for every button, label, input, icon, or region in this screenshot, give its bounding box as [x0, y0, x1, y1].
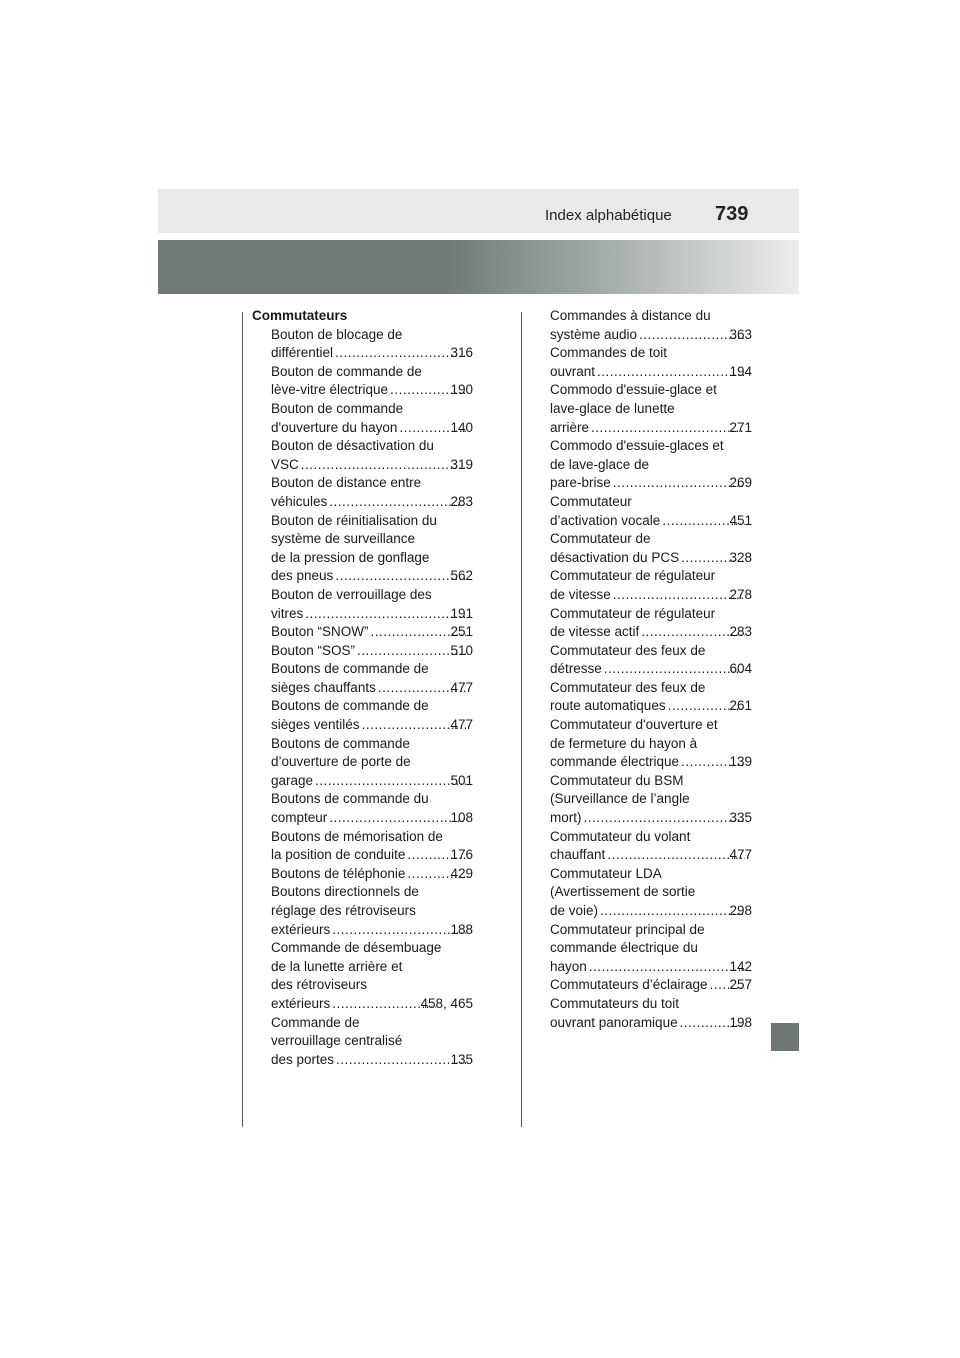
index-entry — [252, 697, 473, 734]
index-entry-last-line — [271, 772, 473, 791]
index-entry — [550, 642, 752, 679]
index-entry-text: Bouton “SOS” — [271, 642, 356, 658]
dot-leader — [589, 958, 746, 977]
index-entry-text: route automatiques — [550, 698, 666, 714]
index-entry — [550, 605, 752, 642]
dot-leader — [600, 902, 745, 921]
index-entry-text: Boutons de téléphonie — [271, 865, 406, 881]
index-entry-last-line — [550, 660, 752, 679]
page-reference: 139 — [729, 754, 752, 770]
index-entry — [550, 437, 752, 493]
index-entry — [550, 995, 752, 1032]
index-entry — [252, 939, 473, 1013]
index-entry-text: vitres — [271, 605, 304, 621]
index-entry-line: Commandes à distance du — [550, 308, 711, 323]
section-title: Index alphabétique — [545, 207, 672, 224]
index-entry — [550, 772, 752, 828]
index-entry — [252, 660, 473, 697]
index-entry-last-line — [271, 679, 473, 698]
page-reference: 429 — [450, 865, 473, 881]
index-entry-last-line — [550, 586, 752, 605]
index-entry-text: Commutateurs d’éclairage — [550, 977, 708, 993]
page-number: 739 — [715, 203, 749, 225]
page-reference: 604 — [729, 661, 752, 677]
dot-leader — [329, 493, 466, 512]
index-entry — [252, 326, 473, 363]
index-entry-last-line — [271, 567, 473, 586]
index-entry-last-line — [271, 605, 473, 624]
index-entry — [252, 642, 473, 661]
page-reference: 176 — [450, 847, 473, 863]
index-entry-text: de voie) — [550, 903, 599, 918]
index-entry — [252, 790, 473, 827]
index-entry — [550, 493, 752, 530]
index-entry-line: Commutateur LDA — [550, 865, 662, 881]
index-entry-line: Bouton de distance entre — [271, 475, 422, 491]
index-entry-text: de vitesse actif — [550, 624, 640, 640]
index-entry-line: Boutons de commande du — [271, 791, 429, 807]
index-entry-line: Bouton de commande — [271, 400, 404, 416]
index-entry-line: Commutateur des feux de — [550, 679, 706, 695]
page-reference: 335 — [729, 810, 752, 826]
index-entry-text: système audio — [550, 326, 638, 342]
index-entry-last-line — [550, 512, 752, 531]
index-entry-text: la position de conduite — [271, 847, 406, 863]
index-entry-line: Commande de — [271, 1014, 360, 1030]
index-entry-text: Bouton “SNOW” — [271, 624, 369, 640]
index-entry — [252, 363, 473, 400]
index-entry-text: des portes — [271, 1051, 335, 1067]
index-entry-last-line — [550, 363, 752, 382]
index-entry-text: VSC — [271, 456, 299, 472]
index-entry-line: de lave-glace de — [550, 456, 650, 472]
page-reference: 261 — [729, 698, 752, 714]
index-entry-text: garage — [271, 772, 314, 788]
index-entry — [252, 512, 473, 586]
index-entry-last-line — [550, 419, 752, 438]
index-heading: Commutateurs — [252, 308, 348, 323]
index-entry — [550, 679, 752, 716]
index-entry-text: mort) — [550, 810, 582, 826]
index-entry-line: Commodo d'essuie-glaces et — [550, 438, 724, 454]
index-entry-line: Commande de désembuage — [271, 940, 442, 956]
page-reference: 190 — [450, 382, 473, 398]
index-entry — [550, 716, 752, 772]
index-entry-line: Commandes de toit — [550, 345, 668, 361]
index-entry — [550, 344, 752, 381]
dot-leader — [613, 586, 746, 605]
index-entry-last-line — [550, 809, 752, 828]
index-entry-last-line — [550, 326, 752, 345]
index-entry-last-line — [550, 753, 752, 772]
page-reference: 328 — [729, 549, 752, 565]
index-entry-last-line — [550, 958, 752, 977]
page-reference: 194 — [729, 363, 752, 379]
index-entry-text: pare-brise — [550, 475, 611, 491]
index-entry-text: d’activation vocale — [550, 512, 661, 528]
index-entry-line: verrouillage centralisé — [271, 1033, 403, 1049]
index-entry-line: Commutateur de régulateur — [550, 605, 716, 621]
index-entry — [550, 976, 752, 995]
index-entry-line: Boutons de commande — [271, 735, 410, 751]
index-entry — [252, 828, 473, 865]
index-entry — [252, 437, 473, 474]
index-entry-line: réglage des rétroviseurs — [271, 903, 416, 918]
index-entry-last-line — [550, 623, 752, 642]
index-entry-line: Commutateurs du toit — [550, 995, 680, 1011]
index-entry — [252, 400, 473, 437]
index-entry-line: Boutons de mémorisation de — [271, 828, 443, 844]
page-reference: 316 — [450, 345, 473, 361]
index-entry — [550, 865, 752, 921]
index-entry — [550, 307, 752, 344]
page-reference: 477 — [450, 679, 473, 695]
index-entry-last-line — [550, 902, 752, 921]
index-entry-line: Boutons de commande de — [271, 698, 429, 714]
index-entry-last-line — [550, 697, 752, 716]
index-entry-line: Bouton de blocage de — [271, 326, 403, 342]
page-reference: 363 — [729, 326, 752, 342]
index-entry-line: commande électrique du — [550, 940, 698, 956]
index-entry — [550, 828, 752, 865]
index-entry-text: de vitesse — [550, 586, 611, 602]
index-entry-line: d’ouverture de porte de — [271, 754, 411, 770]
chapter-tab-marker — [771, 1023, 799, 1051]
index-entry-last-line — [271, 344, 473, 363]
page-reference: 319 — [450, 456, 473, 472]
dot-leader — [332, 921, 466, 940]
index-entry-last-line — [271, 995, 473, 1014]
index-entry-line: (Surveillance de l’angle — [550, 791, 690, 807]
dot-leader — [607, 846, 745, 865]
index-entry-line: Commutateur — [550, 493, 632, 509]
index-entry-line: Commutateur du volant — [550, 828, 691, 844]
index-entry-text: ouvrant — [550, 363, 596, 379]
dot-leader — [335, 344, 466, 363]
index-entry — [550, 567, 752, 604]
index-entry-last-line — [550, 976, 752, 995]
index-entry-last-line — [271, 1051, 473, 1070]
dot-leader — [336, 1051, 466, 1070]
index-entry-line: Commutateur de — [550, 531, 651, 547]
index-entry-last-line — [271, 921, 473, 940]
index-entry-line: Commutateur des feux de — [550, 642, 706, 658]
index-entry — [550, 530, 752, 567]
dot-leader — [335, 567, 466, 586]
dot-leader — [584, 809, 746, 828]
index-entry-line: Boutons de commande de — [271, 661, 429, 677]
index-entry — [252, 474, 473, 511]
index-entry-line: système de surveillance — [271, 531, 416, 547]
index-entry-last-line — [271, 493, 473, 512]
index-entry — [550, 381, 752, 437]
page-reference: 269 — [729, 475, 752, 491]
index-entry-last-line — [271, 716, 473, 735]
dot-leader — [305, 605, 466, 624]
index-entry — [252, 883, 473, 939]
page-reference: 257 — [729, 977, 752, 993]
index-entry-line: Commodo d'essuie-glace et — [550, 382, 717, 398]
index-entry-last-line — [271, 381, 473, 400]
index-entry-line: de la lunette arrière et — [271, 958, 403, 974]
page-reference: 278 — [729, 586, 752, 602]
index-entry-text: d'ouverture du hayon — [271, 419, 398, 435]
column-rule-left — [242, 312, 243, 1127]
index-entry-line: Commutateur d'ouverture et — [550, 717, 718, 733]
page-reference: 510 — [450, 642, 473, 658]
index-entry-line: Bouton de désactivation du — [271, 438, 434, 454]
index-entry-text: extérieurs — [271, 921, 331, 937]
page-reference: 142 — [729, 958, 752, 974]
index-entry-line: lave-glace de lunette — [550, 400, 675, 416]
index-entry-last-line — [271, 419, 473, 438]
dot-leader — [604, 660, 746, 679]
dot-leader — [329, 809, 466, 828]
index-entry-line: des rétroviseurs — [271, 977, 368, 993]
page-reference: 251 — [450, 624, 473, 640]
index-entry — [252, 586, 473, 623]
index-entry-line: Boutons directionnels de — [271, 884, 419, 900]
page-reference: 191 — [450, 605, 473, 621]
dot-leader — [301, 456, 467, 475]
index-entry-text: compteur — [271, 810, 328, 826]
index-entry-last-line — [271, 809, 473, 828]
index-entry-text: des pneus — [271, 568, 334, 584]
index-entry-last-line — [550, 846, 752, 865]
page-reference: 198 — [729, 1014, 752, 1030]
page-reference: 562 — [450, 568, 473, 584]
index-entry — [252, 735, 473, 791]
index-entry-line: Commutateur de régulateur — [550, 568, 716, 584]
index-entry-text: détresse — [550, 661, 602, 677]
header-band — [158, 189, 799, 233]
dot-leader — [315, 772, 466, 791]
page-reference: 477 — [729, 847, 752, 863]
decorative-gradient-band — [158, 240, 799, 294]
index-entry-text: chauffant — [550, 847, 606, 863]
index-entry — [550, 921, 752, 977]
page-reference: 108 — [450, 810, 473, 826]
index-entry-text: ouvrant panoramique — [550, 1014, 678, 1030]
column-rule-right — [521, 312, 522, 1127]
index-entry-last-line — [271, 846, 473, 865]
index-entry-last-line — [271, 865, 473, 884]
page-reference: 458, 465 — [420, 995, 473, 1011]
index-entry — [252, 1014, 473, 1070]
index-entry-line: Bouton de réinitialisation du — [271, 512, 437, 528]
index-entry-text: sièges ventilés — [271, 717, 360, 733]
page-reference: 298 — [729, 903, 752, 918]
index-entry-last-line — [550, 1014, 752, 1033]
index-entry-text: arrière — [550, 419, 590, 435]
page-reference: 477 — [450, 717, 473, 733]
index-entry-line: de fermeture du hayon à — [550, 735, 698, 751]
index-column-right — [550, 307, 752, 1032]
index-entry-line: Commutateur principal de — [550, 921, 705, 937]
index-entry-last-line — [550, 474, 752, 493]
page-reference: 188 — [450, 921, 473, 937]
dot-leader — [591, 419, 745, 438]
index-entry — [252, 865, 473, 884]
index-entry-text: différentiel — [271, 345, 334, 361]
page-reference: 283 — [450, 493, 473, 509]
index-entry-line: de la pression de gonflage — [271, 549, 430, 565]
index-entry-text: véhicules — [271, 493, 328, 509]
page-reference: 283 — [729, 624, 752, 640]
index-entry-text: lève-vitre électrique — [271, 382, 389, 398]
index-entry-line: Commutateur du BSM — [550, 772, 684, 788]
index-entry-line: Bouton de verrouillage des — [271, 586, 432, 602]
index-entry — [252, 623, 473, 642]
index-entry-last-line — [271, 642, 473, 661]
index-entry-line: (Avertissement de sortie — [550, 884, 696, 900]
index-entry-last-line — [271, 623, 473, 642]
index-entry-line: Bouton de commande de — [271, 363, 422, 379]
page-reference: 140 — [450, 419, 473, 435]
index-entry-text: sièges chauffants — [271, 679, 376, 695]
index-entry-last-line — [550, 549, 752, 568]
index-entry-last-line — [271, 456, 473, 475]
dot-leader — [597, 363, 745, 382]
index-entry-text: extérieurs — [271, 995, 331, 1011]
page-reference: 271 — [729, 419, 752, 435]
page-reference: 135 — [450, 1051, 473, 1067]
index-entry-text: commande électrique — [550, 754, 680, 770]
page-reference: 451 — [729, 512, 752, 528]
index-entry-text: désactivation du PCS — [550, 549, 680, 565]
page-reference: 501 — [450, 772, 473, 788]
index-column-left — [252, 307, 473, 1069]
dot-leader — [613, 474, 746, 493]
index-entry-text: hayon — [550, 958, 587, 974]
